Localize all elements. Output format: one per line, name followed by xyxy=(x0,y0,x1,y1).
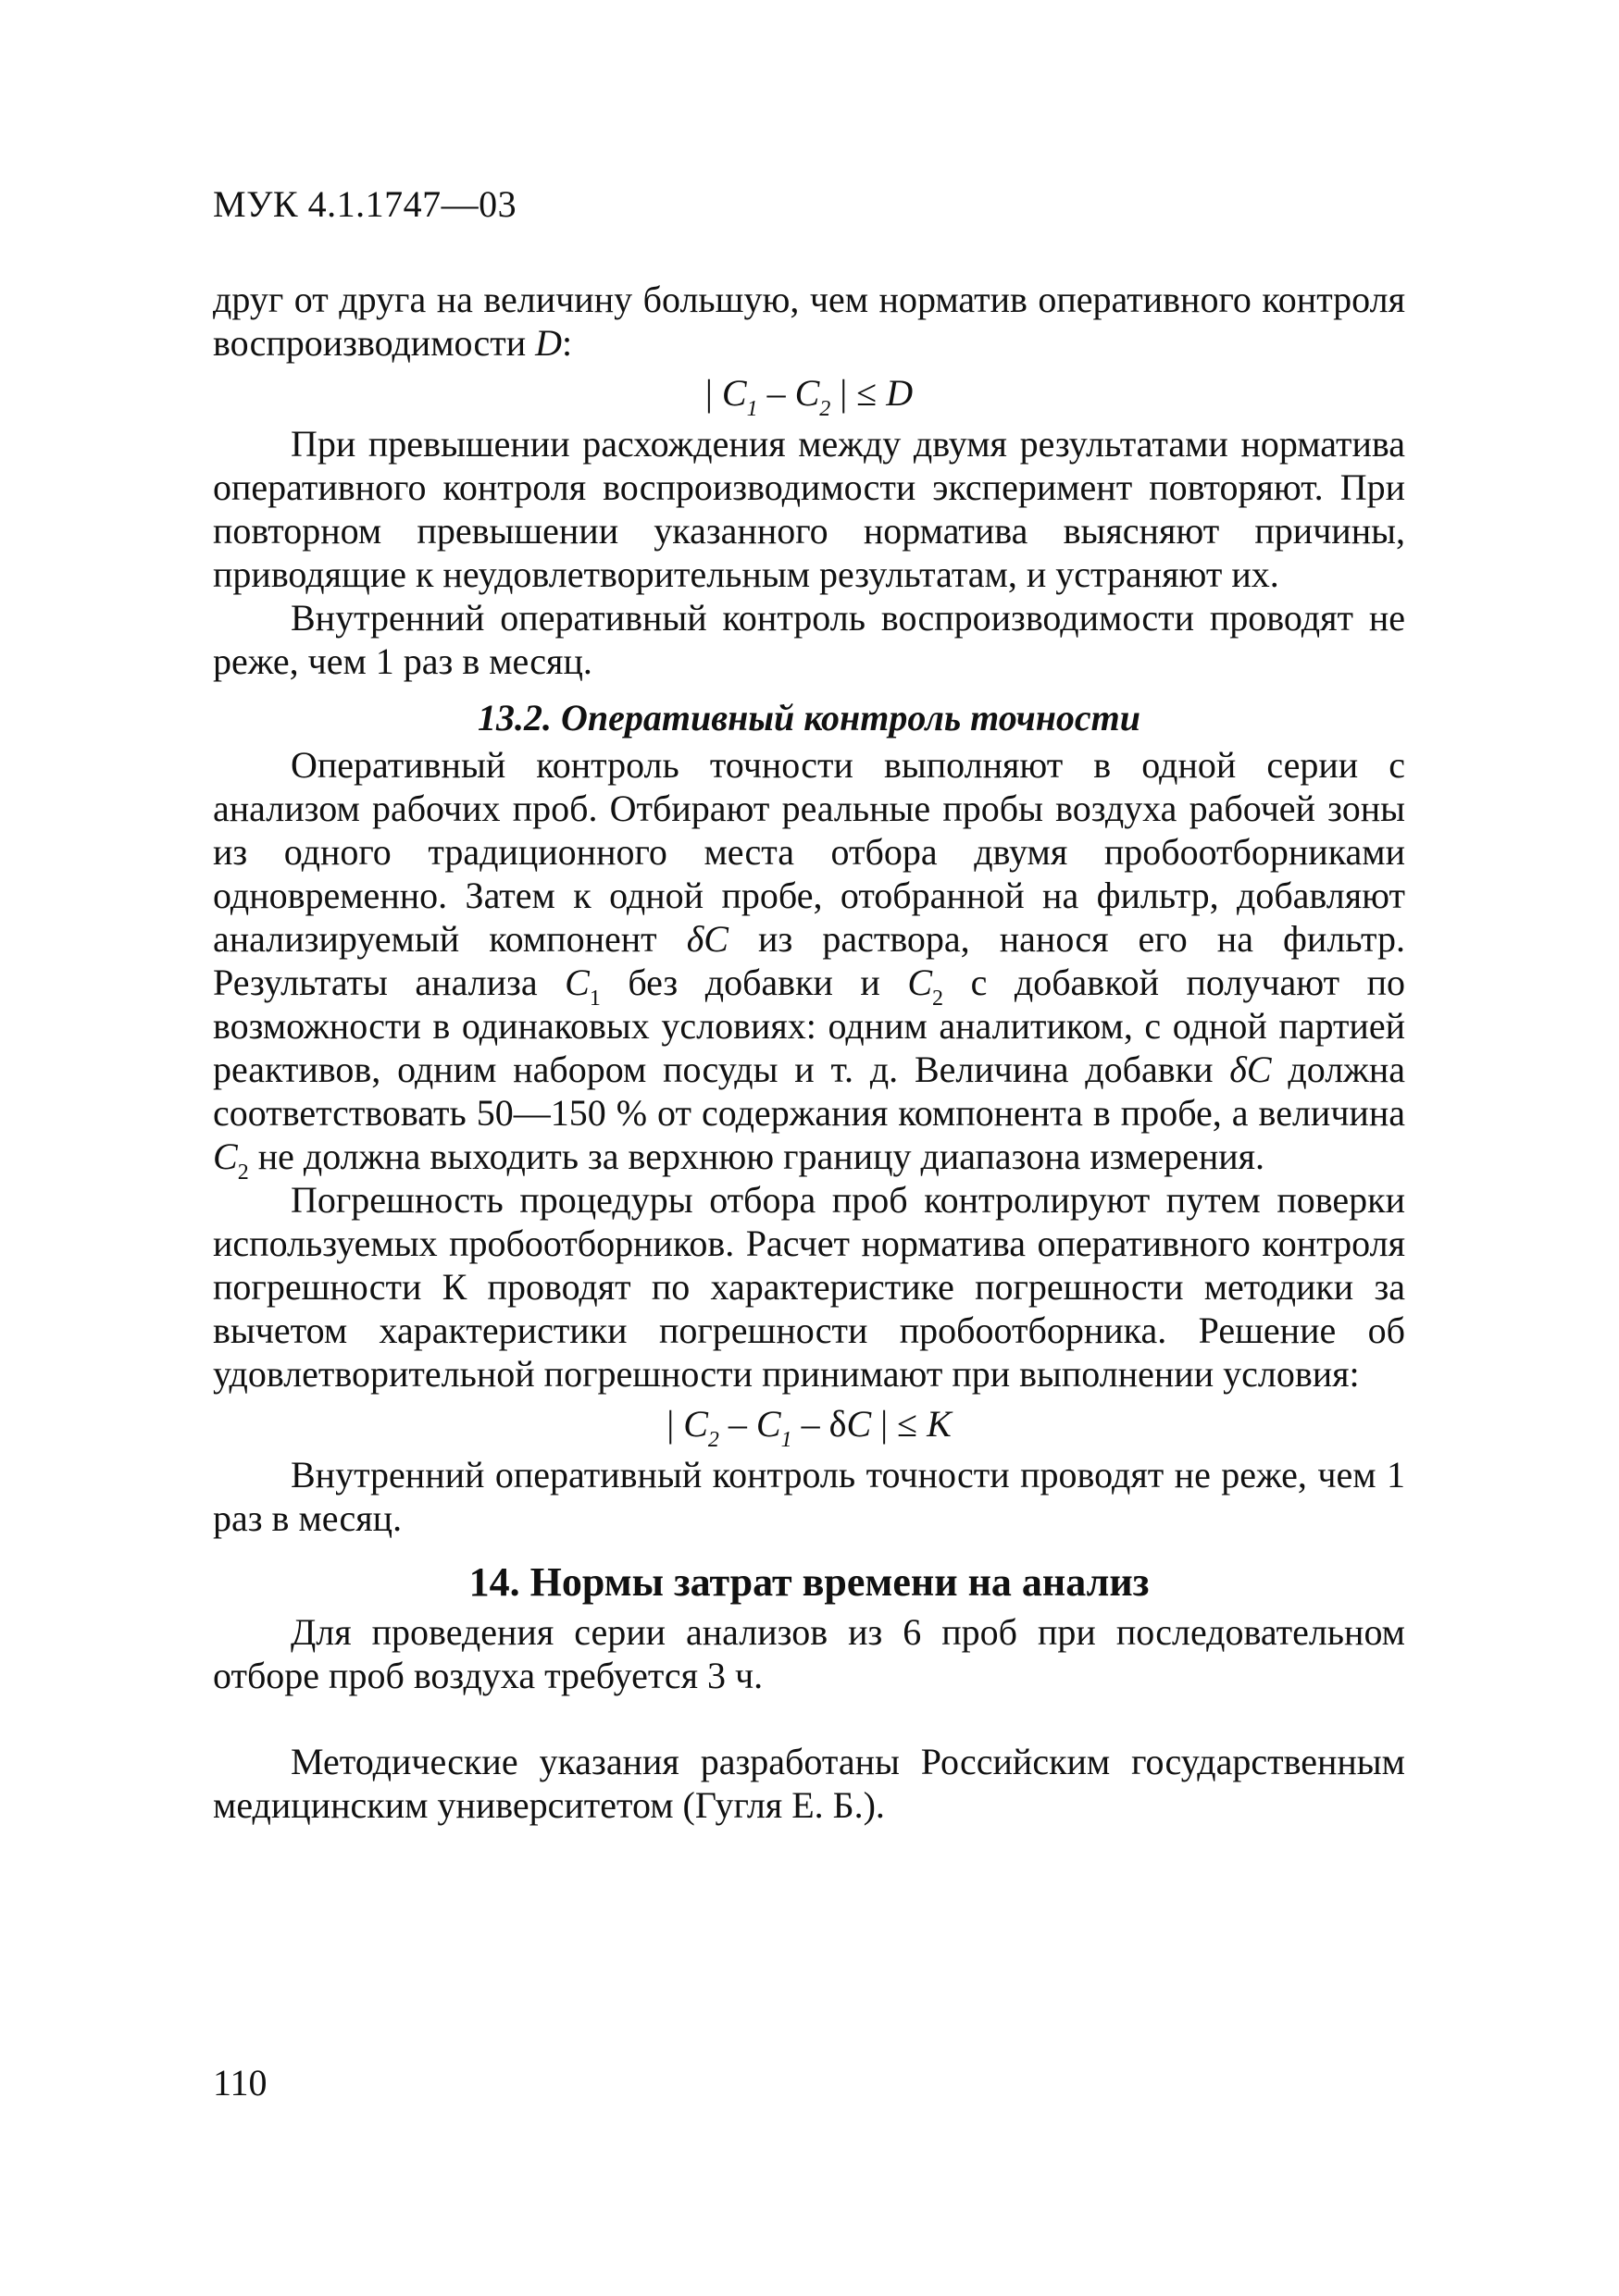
section-14-heading: 14. Нормы затрат времени на анализ xyxy=(468,1559,1150,1605)
formula-c: C xyxy=(794,372,820,414)
reproducibility-formula xyxy=(213,370,1405,421)
formula-leq: ≤ xyxy=(856,372,887,414)
text-run: без добавки и xyxy=(600,962,908,1003)
text-run: Оперативный контроль точности выполняют в одной серии с анализом рабочих проб. Отбирают реальные пробы воздуха рабочей зоны из одного традиционного места отбора двумя пробоотборниками одновременно. Затем к одной пробе, отобранной на фильтр, добавляют анализируемый компонент xyxy=(213,744,1405,960)
formula-c: C xyxy=(683,1403,708,1445)
accuracy-formula xyxy=(213,1401,1405,1452)
authors-paragraph: Методические указания разработаны Российским государственным медицинским университетом (Гугля Е. Б.). xyxy=(213,1741,1405,1826)
colon: : xyxy=(562,322,573,364)
delta-c: δC xyxy=(686,918,729,960)
formula-c: C xyxy=(755,1403,781,1445)
formula-delta: δ xyxy=(828,1403,847,1445)
accuracy-control-paragraph xyxy=(213,743,1405,1185)
variable-c: C xyxy=(213,1136,238,1177)
document-code-header: МУК 4.1.1747—03 xyxy=(213,183,517,225)
formula-bar-open: | xyxy=(704,372,722,414)
time-norm-paragraph: Для проведения серии анализов из 6 проб при последовательном отборе проб воздуха требуется 3 ч. xyxy=(213,1611,1405,1696)
subscript-2: 2 xyxy=(237,1160,249,1185)
formula-sub-1: 1 xyxy=(746,397,758,421)
delta-c: δC xyxy=(1229,1049,1272,1090)
formula-bar-close: | xyxy=(871,1403,898,1445)
subscript-1: 1 xyxy=(589,987,601,1011)
section-13-2-heading: 13.2. Оперативный контроль точности xyxy=(477,697,1141,738)
spacer xyxy=(213,1697,1405,1740)
continuation-paragraph xyxy=(213,278,1405,365)
formula-sub-2: 2 xyxy=(707,1428,719,1452)
continuation-text: друг от друга на величину большую, чем норматив оперативного контроля воспроизводимости xyxy=(213,279,1405,364)
sampling-error-paragraph: Погрешность процедуры отбора проб контролируют путем поверки используемых пробоотборников. Расчет норматива оперативного контроля погрешности К проводят по характеристике погрешности методики за вычетом характеристики погрешности пробоотборника. Решение об удовлетворительной погрешности принимают при выполнении условия: xyxy=(213,1179,1405,1395)
reproducibility-frequency-paragraph: Внутренний оперативный контроль воспроизводимости проводят не реже, чем 1 раз в месяц. xyxy=(213,597,1405,682)
page-body xyxy=(213,278,1405,1827)
accuracy-frequency-paragraph: Внутренний оперативный контроль точности проводят не реже, чем 1 раз в месяц. xyxy=(213,1454,1405,1539)
formula-minus: – xyxy=(791,1403,829,1445)
variable-d: D xyxy=(535,322,563,364)
formula-sub-2: 2 xyxy=(819,397,831,421)
formula-minus: – xyxy=(718,1403,756,1445)
formula-rhs: D xyxy=(886,372,914,414)
page-number: 110 xyxy=(213,2062,268,2104)
formula-bar-open: | xyxy=(666,1403,684,1445)
formula-sub-1: 1 xyxy=(780,1428,792,1452)
text-run: должна соответствовать 50—150 % от содержания компонента в пробе, а величина xyxy=(213,1049,1405,1134)
text-run: с добавкой получают по возможности в одинаковых условиях: одним аналитиком, с одной партией реактивов, одним набором посуды и т. д. Величина добавки xyxy=(213,962,1405,1090)
text-run: из раствора, нанося его на фильтр. Результаты анализа xyxy=(213,918,1405,1003)
variable-c: C xyxy=(565,962,590,1003)
formula-rhs: K xyxy=(927,1403,952,1445)
formula-bar-close: | xyxy=(830,372,857,414)
text-run: не должна выходить за верхнюю границу диапазона измерения. xyxy=(248,1136,1265,1177)
variable-c: C xyxy=(907,962,933,1003)
formula-c: C xyxy=(721,372,747,414)
exceed-paragraph: При превышении расхождения между двумя результатами норматива оперативного контроля воспроизводимости эксперимент повторяют. При повторном превышении указанного норматива выясняют причины, приводящие к неудовлетворительным результатам, и устраняют их. xyxy=(213,423,1405,595)
formula-minus: – xyxy=(757,372,795,414)
formula-c: C xyxy=(846,1403,872,1445)
formula-leq: ≤ xyxy=(897,1403,928,1445)
subscript-2: 2 xyxy=(932,987,944,1011)
